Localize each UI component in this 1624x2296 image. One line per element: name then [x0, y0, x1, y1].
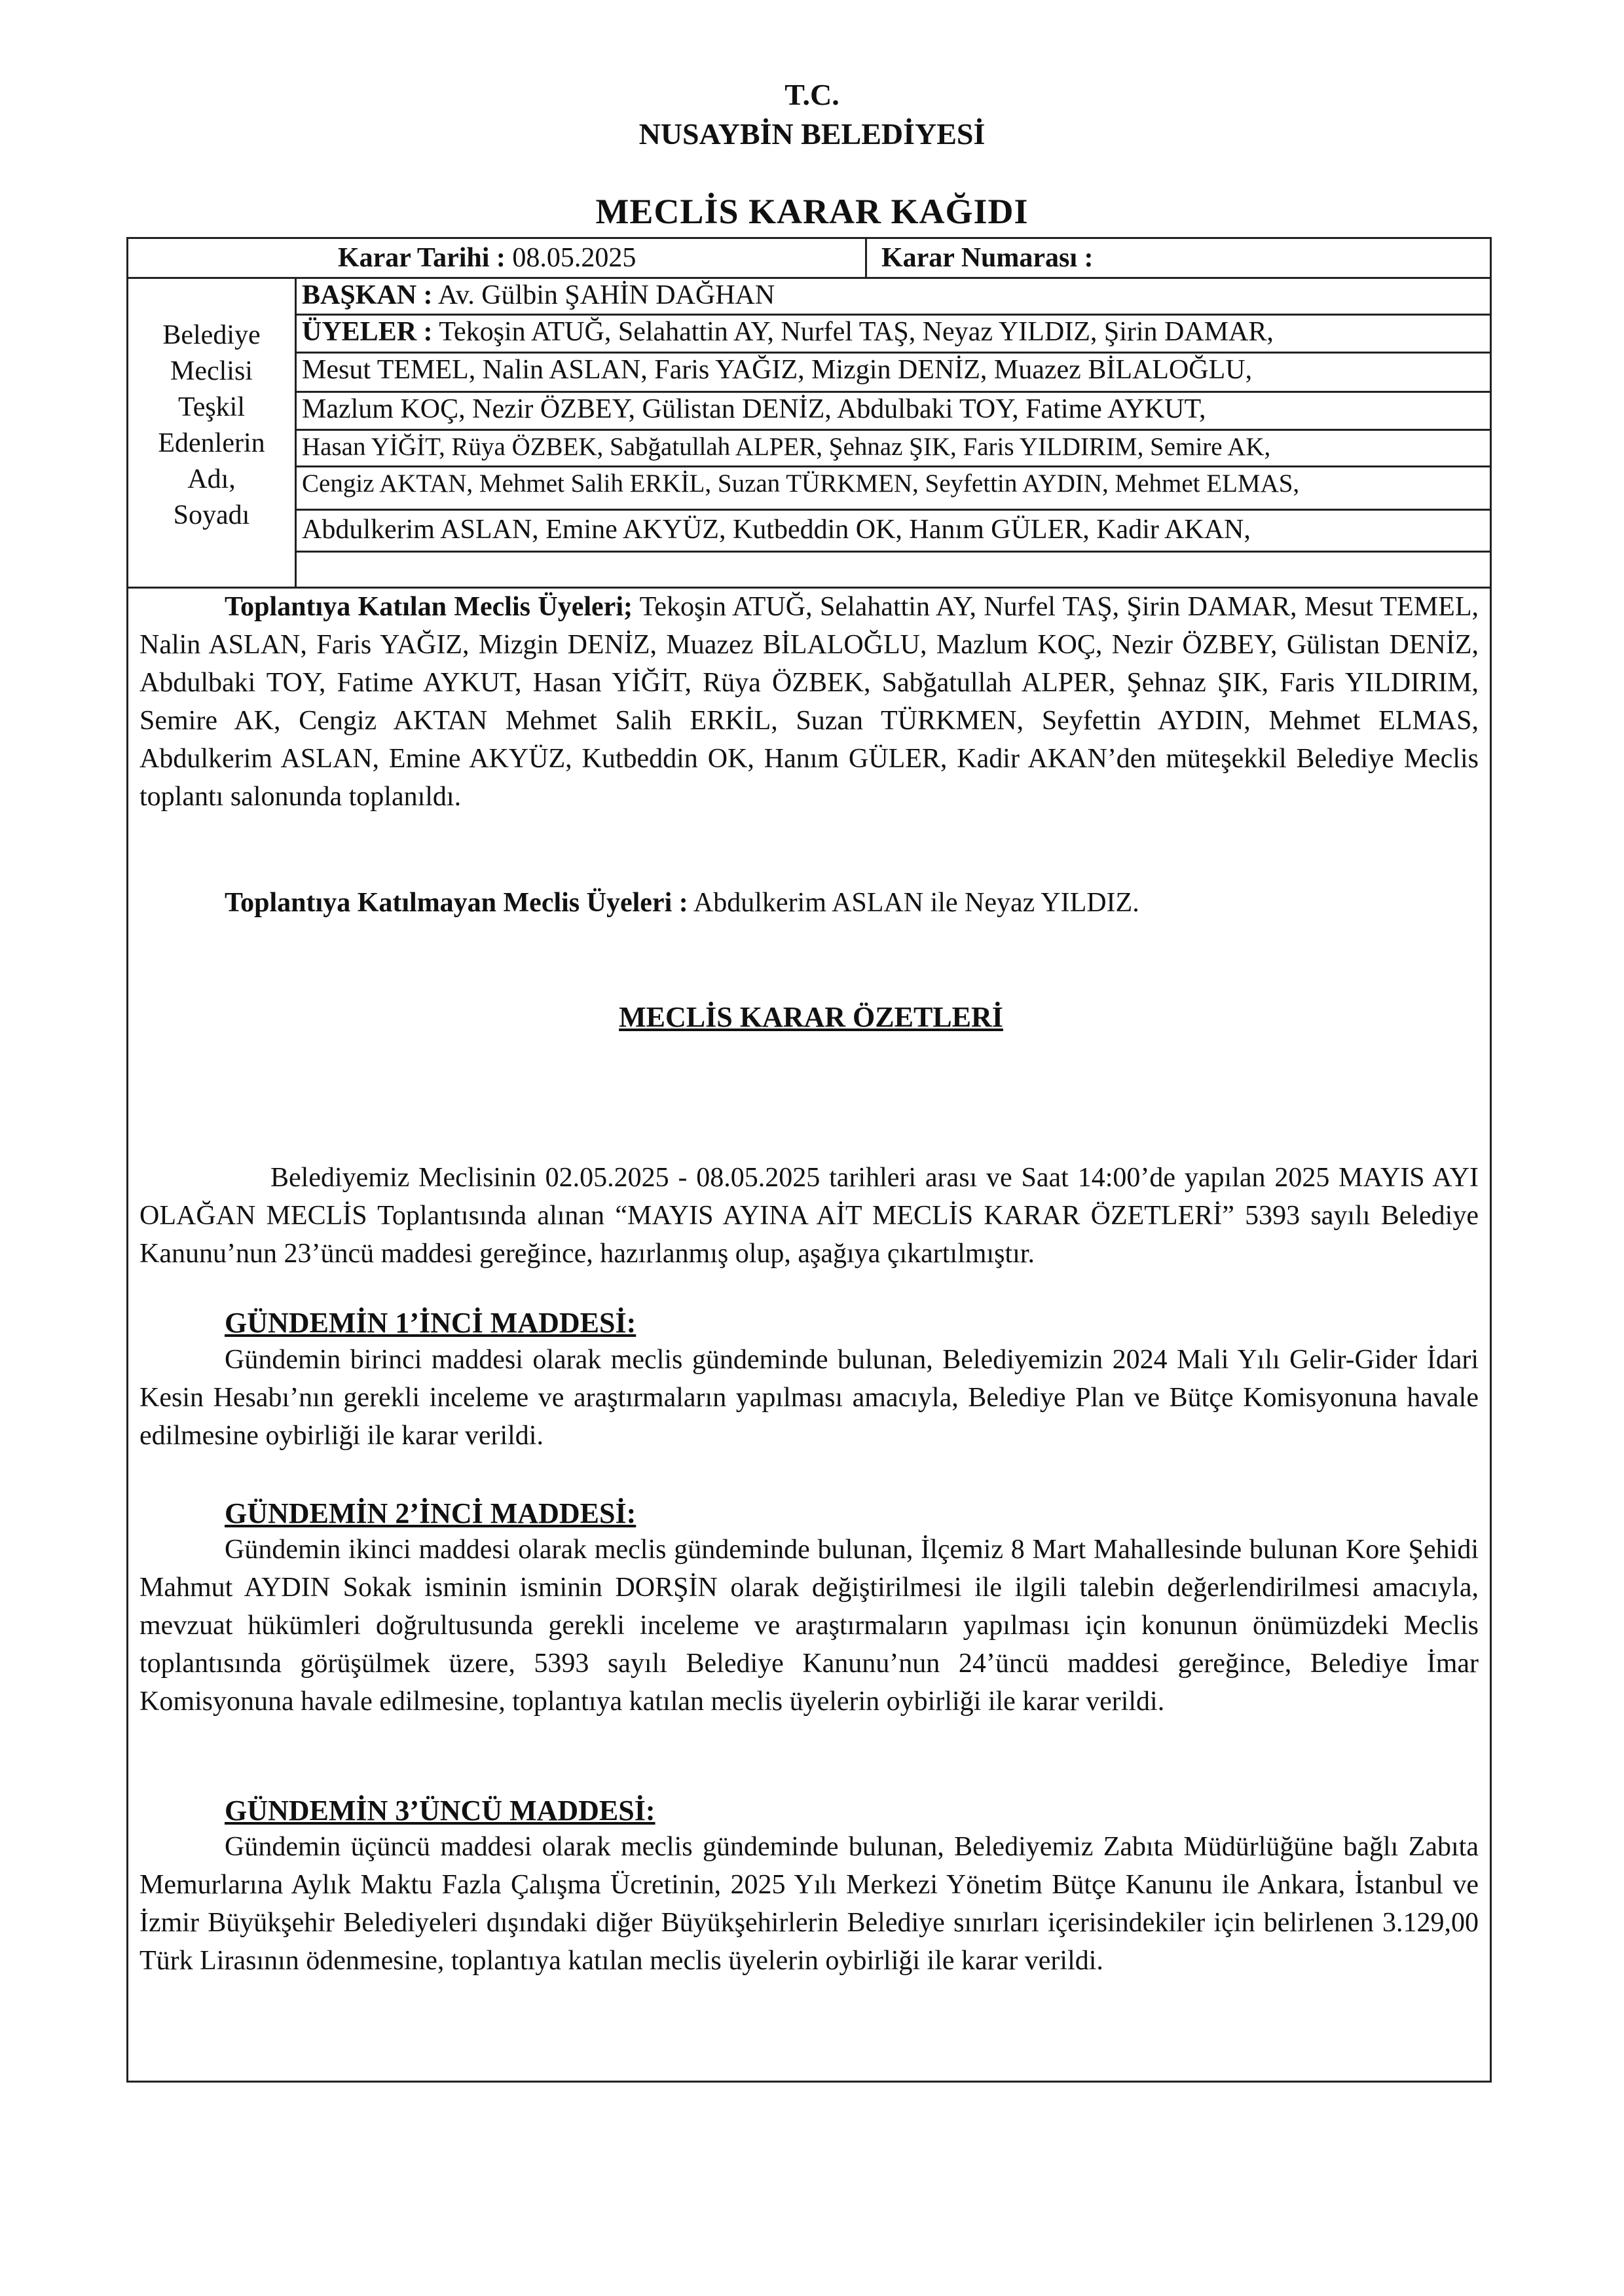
decision-date	[338, 239, 636, 277]
attended-paragraph	[139, 588, 1479, 816]
decision-body	[126, 588, 1492, 2083]
council-info-table	[126, 237, 1492, 589]
summary-title: MECLİS KARAR ÖZETLERİ	[619, 1001, 1003, 1033]
council-members-label	[128, 318, 295, 534]
row-divider	[295, 429, 1490, 431]
agenda-2-text	[139, 1531, 1479, 1721]
row-divider	[295, 352, 1490, 354]
row-divider	[295, 391, 1490, 393]
header-tc: T.C.	[784, 78, 840, 111]
agenda-1-body: Gündemin birinci maddesi olarak meclis gündeminde bulunan, Belediyemizin 2024 Mali Yılı Gelir-Gider İdari Kesin Hesabı’nın gerekli inceleme ve araştırmaların yapılması amacıyla, Belediye Plan ve Bütçe Komisyonuna havale edilmesine oybirliği ile karar verildi.	[139, 1345, 1479, 1451]
left-label-line: Teşkil	[177, 392, 246, 422]
president-row	[302, 280, 775, 311]
summary-intro	[139, 1159, 1479, 1273]
agenda-1-text	[139, 1341, 1479, 1455]
row-divider	[295, 465, 1490, 467]
table-divider	[128, 277, 1490, 279]
agenda-3-text	[139, 1828, 1479, 1980]
member-row: Hasan YİĞİT, Rüya ÖZBEK, Sabğatullah ALPER, Şehnaz ŞIK, Faris YILDIRIM, Semire AK,	[302, 433, 1271, 461]
table-column-divider	[295, 277, 297, 587]
members-label: ÜYELER :	[302, 317, 433, 347]
left-label-line: Meclisi	[170, 356, 253, 386]
agenda-3-body: Gündemin üçüncü maddesi olarak meclis gündeminde bulunan, Belediyemiz Zabıta Müdürlüğüne bağlı Zabıta Memurlarına Aylık Maktu Fazla Çalışma Ücretinin, 2025 Yılı Merkezi Yönetim Bütçe Kanunu ile Ankara, İstanbul ve İzmir Büyükşehir Belediyeleri dışındaki diğer Büyükşehirlerin Belediye sınırları içerisindekiler için belirlenen 3.129,00 Türk Lirasının ödenmesine, toplantıya katılan meclis üyelerin oybirliği ile karar verildi.	[139, 1832, 1479, 1976]
attended-label: Toplantıya Katılan Meclis Üyeleri;	[225, 592, 633, 622]
agenda-2-heading: GÜNDEMİN 2’İNCİ MADDESİ:	[225, 1497, 637, 1529]
left-label-line: Belediye	[162, 320, 261, 350]
member-row: Mesut TEMEL, Nalin ASLAN, Faris YAĞIZ, Mizgin DENİZ, Muazez BİLALOĞLU,	[302, 355, 1253, 385]
member-row: Cengiz AKTAN, Mehmet Salih ERKİL, Suzan TÜRKMEN, Seyfettin AYDIN, Mehmet ELMAS,	[302, 469, 1300, 498]
absent-label: Toplantıya Katılmayan Meclis Üyeleri :	[225, 888, 688, 918]
agenda-3-heading: GÜNDEMİN 3’ÜNCÜ MADDESİ:	[225, 1795, 655, 1827]
agenda-2-body: Gündemin ikinci maddesi olarak meclis gündeminde bulunan, İlçemiz 8 Mart Mahallesinde bulunan Kore Şehidi Mahmut AYDIN Sokak isminin isminin DORŞİN olarak değiştirilmesi ile ilgili talebin değerlendirilmesi amacıyla, mevzuat hükümleri doğrultusunda gerekli inceleme ve araştırmaların yapılması için konunun önümüzdeki Meclis toplantısında görüşülmek üzere, 5393 sayılı Belediye Kanunu’nun 24’üncü maddesi gereğince, Belediye İmar Komisyonuna havale edilmesine, toplantıya katılan meclis üyelerin oybirliği ile karar verildi.	[139, 1535, 1479, 1717]
municipality-name: NUSAYBİN BELEDİYESİ	[638, 117, 986, 151]
row-divider	[295, 551, 1490, 553]
row-divider	[295, 314, 1490, 316]
member-row: Abdulkerim ASLAN, Emine AKYÜZ, Kutbeddin OK, Hanım GÜLER, Kadir AKAN,	[302, 515, 1251, 545]
agenda-1-heading: GÜNDEMİN 1’İNCİ MADDESİ:	[225, 1307, 637, 1339]
member-row: Mazlum KOÇ, Nezir ÖZBEY, Gülistan DENİZ, Abdulbaki TOY, Fatime AYKUT,	[302, 394, 1206, 424]
members-row	[302, 316, 1274, 348]
summary-intro-text: Belediyemiz Meclisinin 02.05.2025 - 08.05.2025 tarihleri arası ve Saat 14:00’de yapılan 2025 MAYIS AYI OLAĞAN MECLİS Toplantısında alınan “MAYIS AYINA AİT MECLİS KARAR ÖZETLERİ” 5393 sayılı Belediye Kanunu’nun 23’üncü maddesi gereğince, hazırlanmış olup, aşağıya çıkartılmıştır.	[139, 1163, 1479, 1269]
president-name: Av. Gülbin ŞAHİN DAĞHAN	[437, 280, 775, 310]
absent-paragraph	[139, 884, 1479, 922]
left-label-line: Adı,	[187, 464, 236, 494]
row-divider	[295, 509, 1490, 511]
document-title: MECLİS KARAR KAĞIDI	[595, 192, 1029, 231]
absent-members: Abdulkerim ASLAN ile Neyaz YILDIZ.	[693, 888, 1139, 918]
left-label-line: Edenlerin	[158, 428, 265, 458]
attended-members: Tekoşin ATUĞ, Selahattin AY, Nurfel TAŞ, Şirin DAMAR, Mesut TEMEL, Nalin ASLAN, Faris YAĞIZ, Mizgin DENİZ, Muazez BİLALOĞLU, Mazlum KOÇ, Nezir ÖZBEY, Gülistan DENİZ, Abdulbaki TOY, Fatime AYKUT, Hasan YİĞİT, Rüya ÖZBEK, Sabğatullah ALPER, Şehnaz ŞIK, Faris YILDIRIM, Semire AK, Cengiz AKTAN Mehmet Salih ERKİL, Suzan TÜRKMEN, Seyfettin AYDIN, Mehmet ELMAS, Abdulkerim ASLAN, Emine AKYÜZ, Kutbeddin OK, Hanım GÜLER, Kadir AKAN’den müteşekkil Belediye Meclis toplantı salonunda toplanıldı.	[139, 592, 1479, 812]
decision-date-value: 08.05.2025	[512, 243, 637, 273]
president-label: BAŞKAN :	[302, 280, 433, 310]
decision-number-label: Karar Numarası :	[881, 243, 1094, 273]
decision-date-label: Karar Tarihi :	[338, 243, 506, 273]
members-first-line: Tekoşin ATUĞ, Selahattin AY, Nurfel TAŞ, Neyaz YILDIZ, Şirin DAMAR,	[439, 317, 1274, 347]
left-label-line: Soyadı	[173, 500, 250, 530]
date-number-divider	[865, 239, 867, 277]
